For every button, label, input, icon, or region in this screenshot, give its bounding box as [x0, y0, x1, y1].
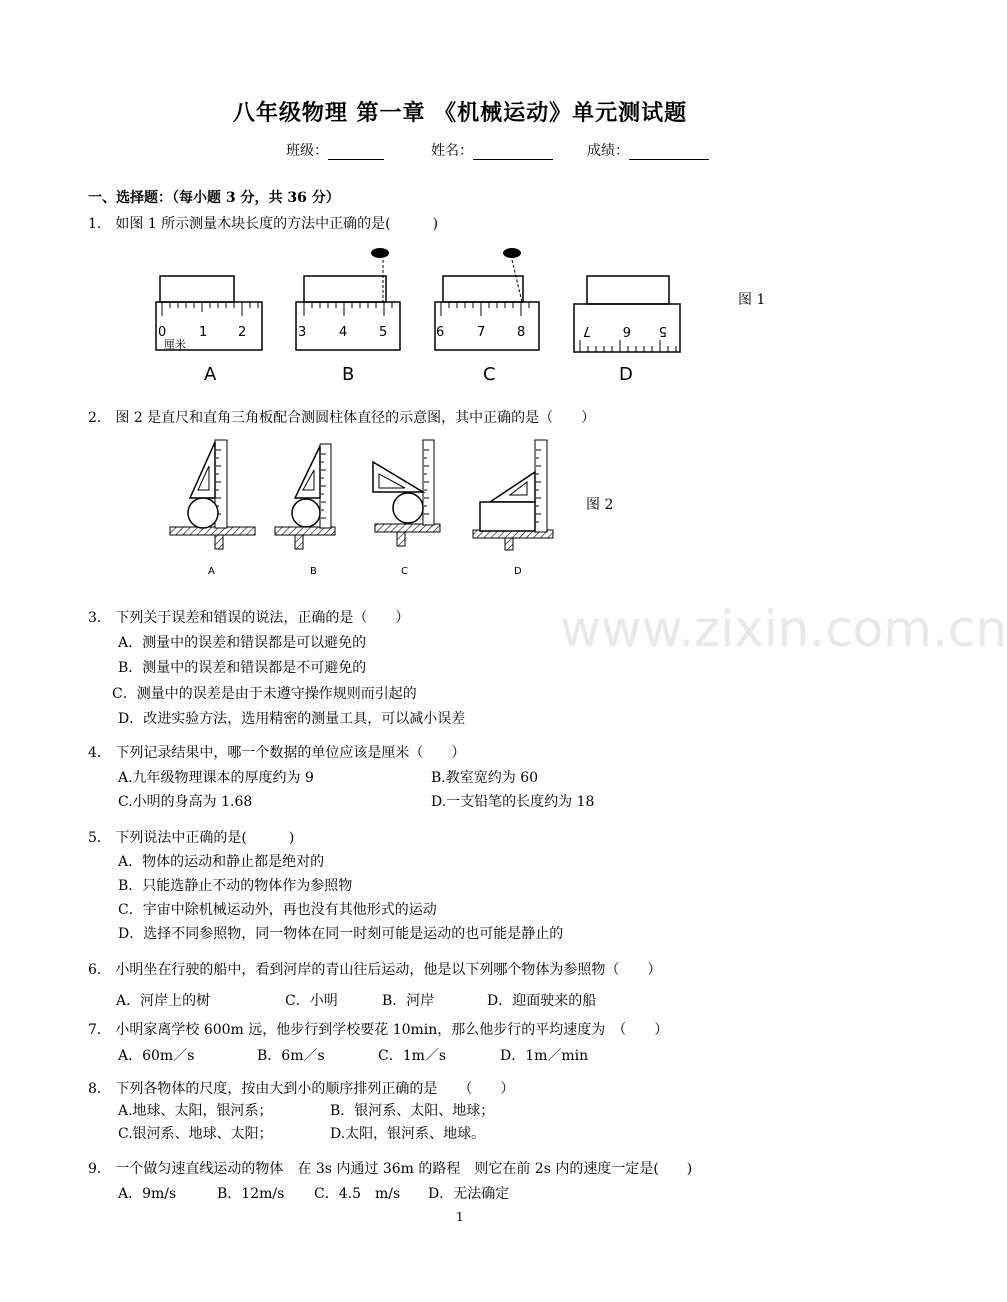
question-stem: 一个做匀速直线运动的物体 在 3s 内通过 36m 的路程 则它在前 2s 内的速度一定是( ) — [115, 1161, 693, 1177]
label-d: D — [514, 566, 522, 577]
label-d: D — [619, 364, 633, 385]
setup-c — [373, 440, 440, 577]
option-8c: C.银河系、地球、太阳； — [118, 1126, 273, 1142]
ruler-b-tick-0: 3 — [298, 325, 307, 340]
option-7d: D．1m／min — [500, 1048, 589, 1064]
ruler-a-unit: 厘米 — [164, 338, 186, 351]
name-label: 姓名： — [431, 143, 473, 159]
question-4 — [88, 742, 465, 762]
option-5c: C．宇宙中除机械运动外，再也没有其他形式的运动 — [118, 902, 437, 918]
figure-1-rulers — [150, 240, 690, 390]
figure-2-caption: 图 2 — [586, 497, 614, 513]
option-7b: B．6m／s — [257, 1048, 325, 1064]
ruler-d-block — [587, 276, 669, 304]
page-number: 1 — [456, 1210, 464, 1224]
ruler-c-tick-2: 8 — [517, 325, 526, 340]
question-stem: 下列记录结果中，哪一个数据的单位应该是厘米（ ） — [115, 745, 466, 761]
score-field — [587, 140, 709, 160]
question-stem: 小明坐在行驶的船中，看到河岸的青山往后运动，他是以下列哪个物体为参照物（ ） — [115, 962, 662, 978]
figure-2-caliper-setups — [165, 432, 565, 582]
option-9d: D．无法确定 — [428, 1186, 510, 1202]
section-heading: 一、选择题：（每小题 3 分，共 36 分） — [88, 190, 340, 206]
option-3b: B．测量中的误差和错误都是不可避免的 — [118, 660, 367, 676]
question-1 — [88, 213, 438, 233]
ruler-a-tick-2: 2 — [238, 325, 247, 340]
label-b: B — [342, 364, 355, 385]
label-c: C — [483, 364, 496, 385]
question-stem: 图 2 是直尺和直角三角板配合测圆柱体直径的示意图，其中正确的是（ ） — [115, 410, 596, 426]
option-3c: C．测量中的误差是由于未遵守操作规则而引起的 — [112, 686, 417, 702]
option-6b: B．河岸 — [382, 993, 435, 1009]
option-5a: A．物体的运动和静止都是绝对的 — [118, 854, 325, 870]
setup-d — [473, 440, 553, 577]
ruler-c-tick-0: 6 — [436, 325, 445, 340]
question-3 — [88, 607, 409, 627]
question-number: 7． — [88, 1022, 111, 1038]
ruler-d-tick-1: 6 — [622, 323, 631, 338]
question-number: 9． — [88, 1161, 111, 1177]
question-5 — [88, 827, 294, 847]
option-6d: D．迎面驶来的船 — [487, 993, 597, 1009]
option-7c: C．1m／s — [378, 1048, 447, 1064]
class-field — [286, 140, 384, 160]
class-blank — [328, 145, 384, 160]
question-stem: 下列说法中正确的是( ) — [115, 830, 295, 846]
option-4a: A.九年级物理课本的厚度约为 9 — [118, 770, 314, 786]
setup-b — [275, 444, 335, 577]
ruler-a-block — [160, 276, 234, 302]
option-5d: D．选择不同参照物，同一物体在同一时刻可能是运动的也可能是静止的 — [118, 926, 564, 942]
option-4c: C.小明的身高为 1.68 — [118, 794, 253, 810]
label-b: B — [310, 566, 317, 577]
label-c: C — [401, 566, 408, 577]
question-number: 6． — [88, 962, 111, 978]
ruler-d-tick-0: 7 — [582, 323, 591, 338]
question-number: 3． — [88, 610, 111, 626]
ruler-a-tick-1: 1 — [199, 325, 208, 340]
ruler-b — [296, 248, 400, 385]
eye-c-icon — [503, 248, 521, 258]
label-a: A — [204, 364, 217, 385]
question-stem: 下列各物体的尺度，按由大到小的顺序排列正确的是 （ ） — [115, 1081, 515, 1097]
ruler-c — [435, 248, 539, 385]
ruler-d — [574, 276, 680, 385]
option-8d: D.太阳，银河系、地球。 — [330, 1126, 486, 1142]
score-label: 成绩： — [587, 143, 629, 159]
option-9c: C．4.5 m/s — [314, 1186, 401, 1202]
ruler-a — [156, 276, 262, 385]
question-9 — [88, 1158, 692, 1178]
question-2 — [88, 407, 595, 427]
question-number: 2． — [88, 410, 111, 426]
class-label: 班级： — [286, 143, 328, 159]
question-6 — [88, 959, 661, 979]
option-6c: C．小明 — [285, 993, 338, 1009]
question-stem: 小明家离学校 600m 远，他步行到学校要花 10min，那么他步行的平均速度为 （ ） — [115, 1022, 669, 1038]
ruler-c-block — [443, 276, 523, 302]
question-number: 4． — [88, 745, 111, 761]
question-number: 5． — [88, 830, 111, 846]
option-3d: D．改进实验方法，选用精密的测量工具，可以减小误差 — [118, 711, 466, 727]
ruler-b-tick-2: 5 — [379, 325, 388, 340]
page-title: 八年级物理 第一章 《机械运动》单元测试题 — [232, 100, 688, 126]
option-8b: B．银河系、太阳、地球； — [330, 1103, 495, 1119]
name-blank — [473, 145, 553, 160]
watermark: www.zixin.com.cn — [560, 600, 1007, 658]
question-number: 8． — [88, 1081, 111, 1097]
name-field — [431, 140, 553, 160]
question-8 — [88, 1078, 514, 1098]
ruler-c-tick-1: 7 — [477, 325, 486, 340]
ruler-b-block — [304, 276, 386, 302]
label-a: A — [208, 566, 215, 577]
ruler-d-tick-2: 5 — [658, 323, 667, 338]
option-9b: B．12m/s — [217, 1186, 285, 1202]
question-7 — [88, 1019, 668, 1039]
option-4b: B.教室宽约为 60 — [431, 770, 539, 786]
eye-b-icon — [371, 248, 389, 258]
option-7a: A．60m／s — [118, 1048, 195, 1064]
setup-a — [170, 440, 255, 577]
option-3a: A．测量中的误差和错误都是可以避免的 — [118, 635, 367, 651]
ruler-b-tick-1: 4 — [339, 325, 348, 340]
question-number: 1． — [88, 216, 111, 232]
option-6a: A．河岸上的树 — [116, 993, 211, 1009]
question-stem: 如图 1 所示测量木块长度的方法中正确的是( ) — [115, 216, 439, 232]
option-5b: B．只能选静止不动的物体作为参照物 — [118, 878, 353, 894]
question-stem: 下列关于误差和错误的说法，正确的是（ ） — [115, 610, 410, 626]
figure-1-caption: 图 1 — [738, 292, 766, 308]
score-blank — [629, 145, 709, 160]
option-4d: D.一支铅笔的长度约为 18 — [431, 794, 595, 810]
ruler-a-tick-0: 0 — [158, 325, 167, 340]
option-8a: A.地球、太阳，银河系； — [118, 1103, 273, 1119]
option-9a: A．9m/s — [118, 1186, 177, 1202]
